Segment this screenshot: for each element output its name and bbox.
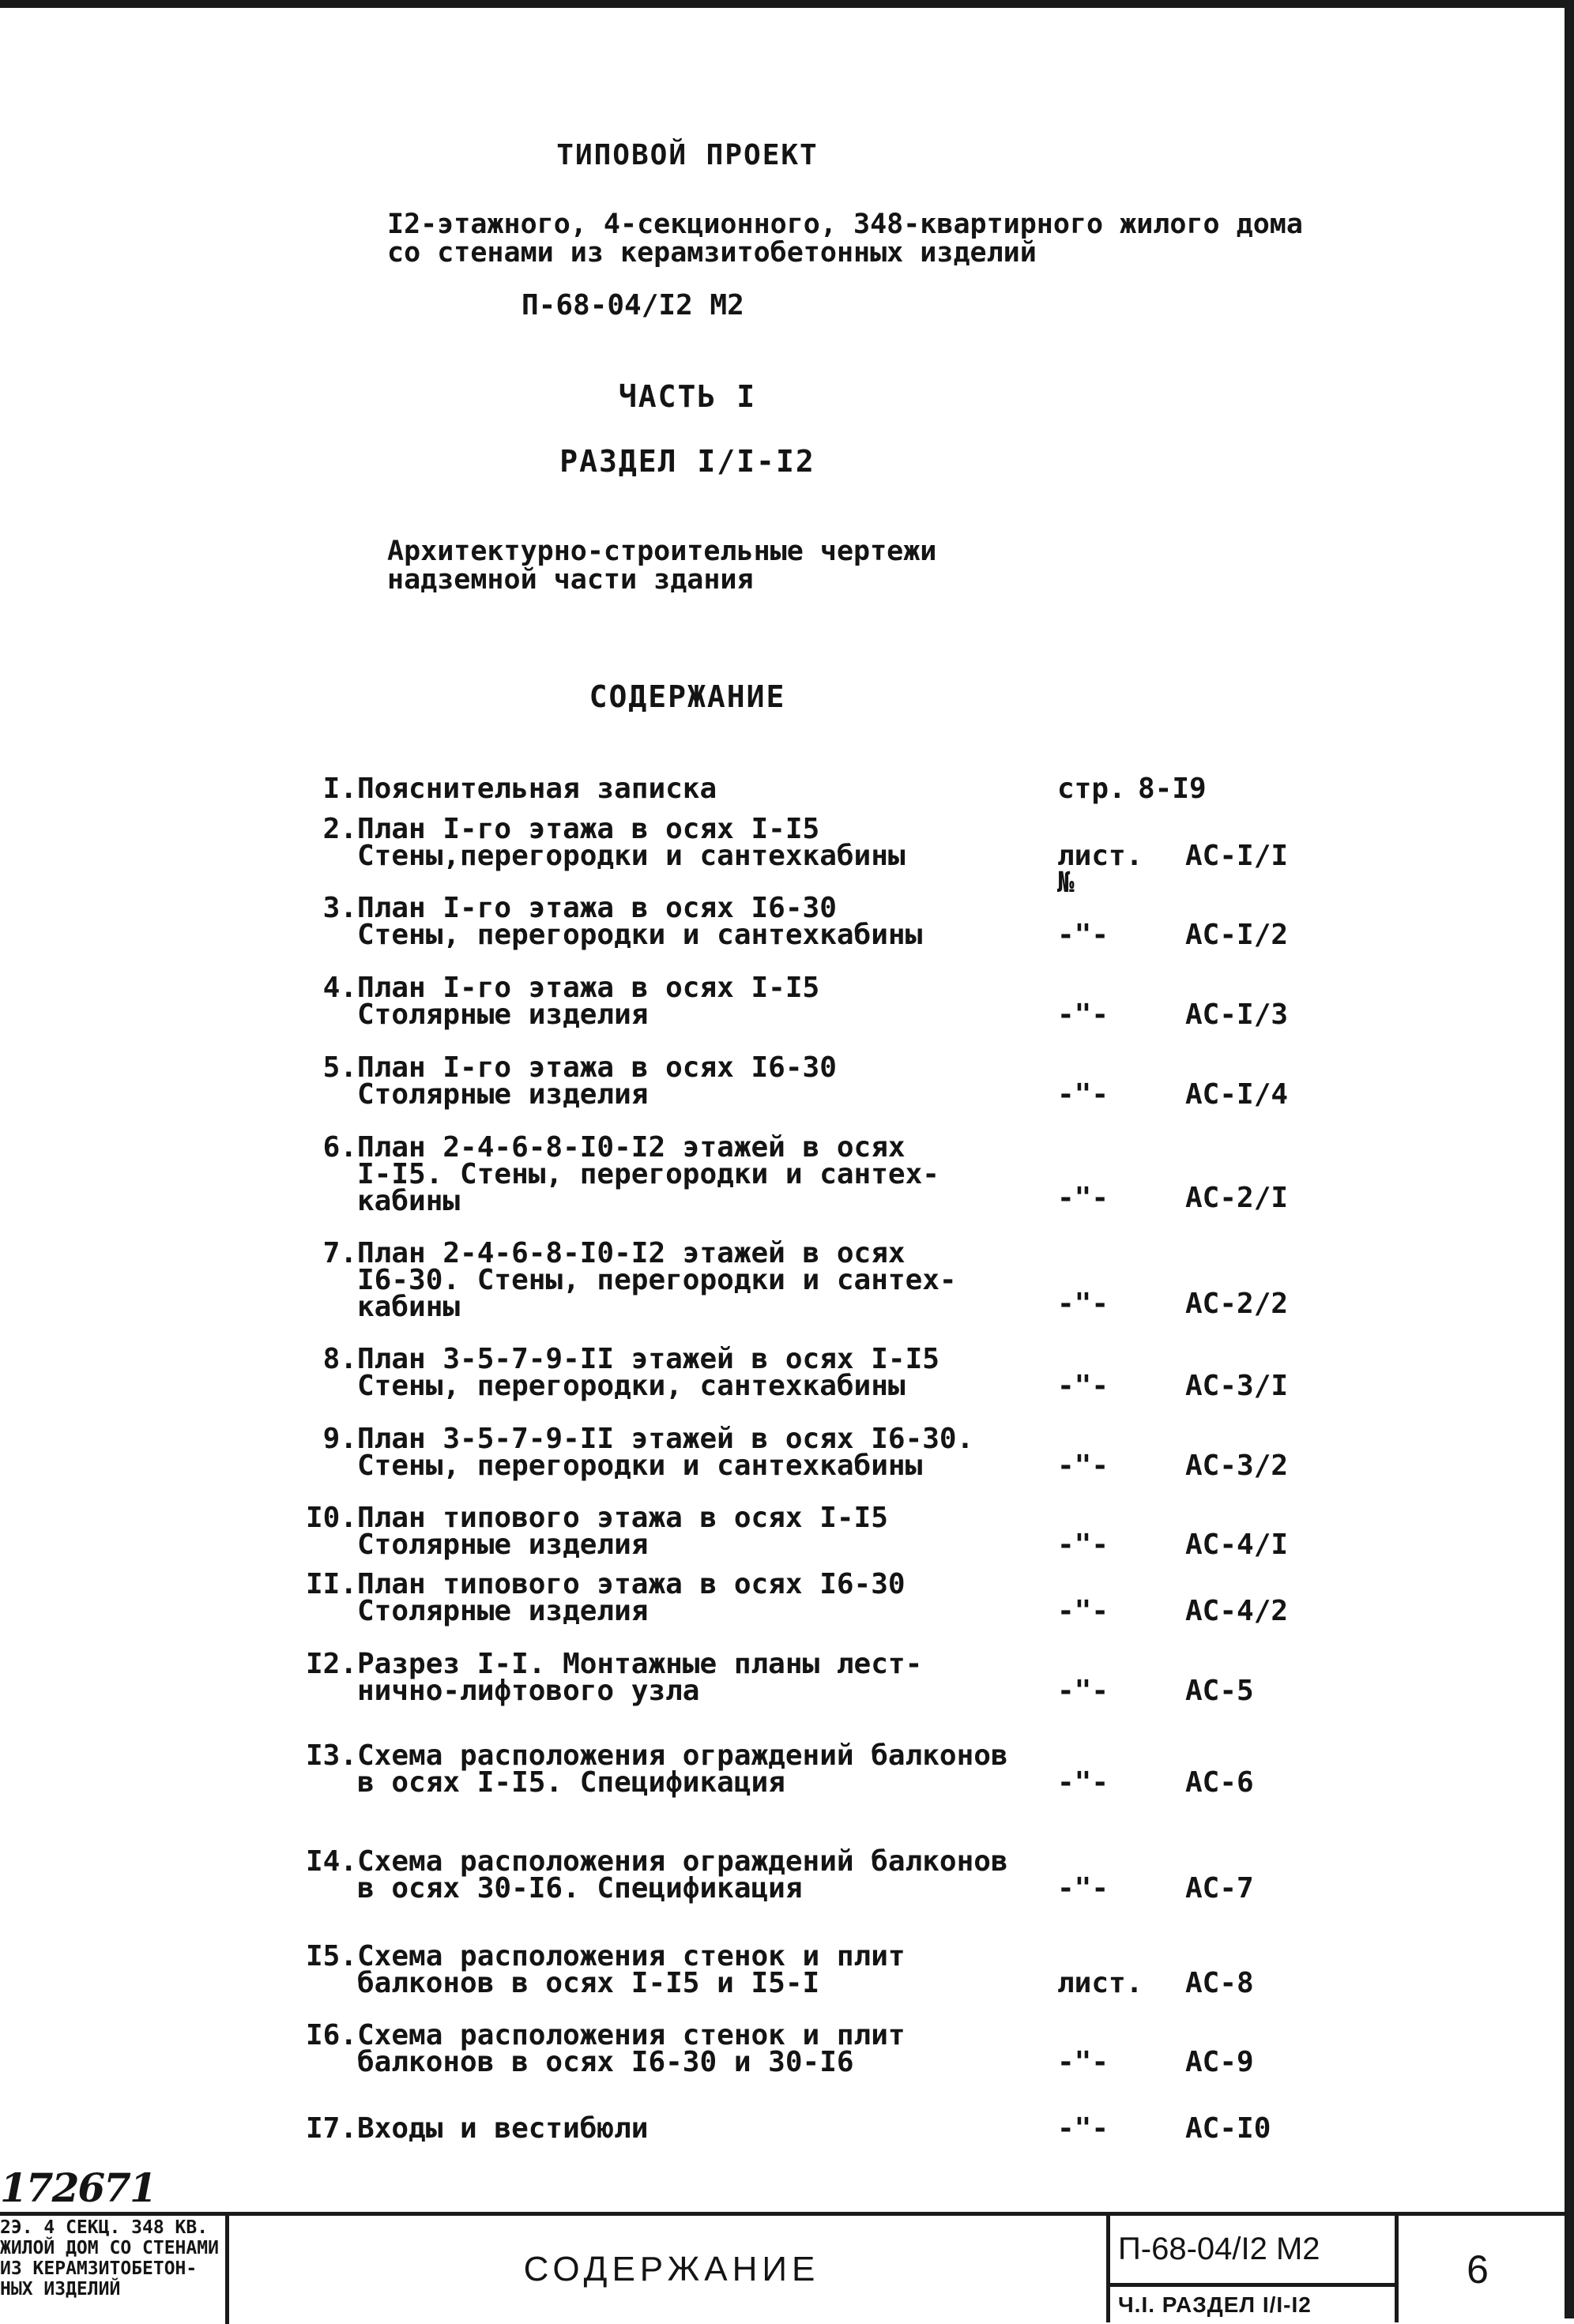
part-heading: ЧАСТЬ I xyxy=(618,379,757,414)
entry-text: План 3-5-7-9-II этажей в осях I-I5 Стены, перегородки, сантехкабины xyxy=(357,1343,940,1402)
section-subject: Архитектурно-строительные чертежи надземной части здания xyxy=(387,536,937,596)
entry-text: Схема расположения стенок и плит балконов в осях I6-30 и 30-I6 xyxy=(357,2019,906,2078)
section-heading: РАЗДЕЛ I/I-I2 xyxy=(559,444,815,479)
entry-text: Входы и вестибюли xyxy=(357,2112,649,2145)
entry-text: План типового этажа в осях I6-30 Столярные изделия xyxy=(357,1568,906,1627)
entry-number: 4. xyxy=(322,972,357,1004)
entry-ref: -"- xyxy=(1057,1450,1109,1482)
entry-text: План I-го этажа в осях I6-30 Столярные изделия xyxy=(357,1051,837,1111)
entry-ref: -"- xyxy=(1057,1872,1109,1905)
entry-number: I. xyxy=(322,773,357,805)
entry-number: II. xyxy=(305,1568,357,1600)
entry-number: 8. xyxy=(322,1343,357,1375)
entry-ref: -"- xyxy=(1057,1595,1109,1627)
entry-sheet: АС-2/I xyxy=(1185,1182,1289,1214)
entry-text: План типового этажа в осях I-I5 Столярные изделия xyxy=(357,1502,888,1561)
entry-number: I7. xyxy=(305,2112,357,2145)
entry-sheet: АС-7 xyxy=(1185,1872,1254,1905)
entry-sheet: АС-I/2 xyxy=(1185,919,1289,951)
entry-text: План 2-4-6-8-I0-I2 этажей в осях I6-30. Стены, перегородки и сантех- кабины xyxy=(357,1237,957,1323)
entry-text: План 2-4-6-8-I0-I2 этажей в осях I-I5. Стены, перегородки и сантех- кабины xyxy=(357,1131,940,1217)
entry-text: План I-го этажа в осях I-I5 Стены,перегородки и сантехкабины xyxy=(357,813,906,872)
title-block-title: СОДЕРЖАНИЕ xyxy=(523,2249,820,2288)
entry-sheet: АС-6 xyxy=(1185,1766,1254,1799)
inventory-stamp: 172671 xyxy=(0,2164,156,2211)
page-number: 6 xyxy=(1467,2247,1489,2292)
entry-text: Схема расположения ограждений балконов в осях 30-I6. Спецификация xyxy=(357,1845,1008,1905)
entry-ref: -"- xyxy=(1057,1078,1109,1111)
entry-sheet: АС-I/4 xyxy=(1185,1078,1289,1111)
title-block-section: Ч.I. РАЗДЕЛ I/I-I2 xyxy=(1106,2287,1399,2322)
entry-number: 6. xyxy=(322,1131,357,1164)
entry-sheet: АС-4/I xyxy=(1185,1529,1289,1561)
project-code: П-68-04/I2 М2 xyxy=(522,289,744,322)
entry-text: План I-го этажа в осях I-I5 Столярные изделия xyxy=(357,972,820,1031)
document-title: ТИПОВОЙ ПРОЕКТ xyxy=(556,139,819,171)
entry-text: Схема расположения ограждений балконов в осях I-I5. Спецификация xyxy=(357,1739,1008,1799)
entry-ref: -"- xyxy=(1057,1529,1109,1561)
entry-ref: -"- xyxy=(1057,2112,1109,2145)
entry-sheet: АС-8 xyxy=(1185,1967,1254,1999)
entry-number: 2. xyxy=(322,813,357,845)
entry-sheet: АС-5 xyxy=(1185,1675,1254,1707)
entry-number: 9. xyxy=(322,1423,357,1455)
entry-ref: -"- xyxy=(1057,1675,1109,1707)
entry-sheet: 8-I9 xyxy=(1138,773,1207,805)
entry-number: 5. xyxy=(322,1051,357,1084)
entry-ref: -"- xyxy=(1057,2046,1109,2078)
entry-number: I6. xyxy=(305,2019,357,2051)
title-block-code: П-68-04/I2 М2 xyxy=(1106,2216,1399,2287)
title-block xyxy=(0,2212,1565,2322)
entry-sheet: АС-9 xyxy=(1185,2046,1254,2078)
entry-sheet: АС-I/3 xyxy=(1185,998,1289,1031)
entry-ref: -"- xyxy=(1057,1182,1109,1214)
entry-ref: -"- xyxy=(1057,919,1109,951)
entry-sheet: АС-2/2 xyxy=(1185,1288,1289,1320)
page-border-top xyxy=(0,0,1574,8)
entry-number: I4. xyxy=(305,1845,357,1878)
entry-text: Пояснительная записка xyxy=(357,773,717,805)
entry-ref: -"- xyxy=(1057,1370,1109,1402)
entry-text: Схема расположения стенок и плит балконов в осях I-I5 и I5-I xyxy=(357,1940,906,1999)
entry-ref: лист. № xyxy=(1057,840,1143,899)
entry-sheet: АС-I/I xyxy=(1185,840,1289,872)
project-description: I2-этажного, 4-секционного, 348-квартирного жилого дома со стенами из керамзитобетонных изделий xyxy=(387,209,1303,269)
entry-sheet: АС-I0 xyxy=(1185,2112,1271,2145)
entry-number: 7. xyxy=(322,1237,357,1269)
entry-ref: стр. xyxy=(1057,773,1126,805)
entry-ref: -"- xyxy=(1057,998,1109,1031)
entry-sheet: АС-3/2 xyxy=(1185,1450,1289,1482)
entry-sheet: АС-3/I xyxy=(1185,1370,1289,1402)
entry-text: Разрез I-I. Монтажные планы лест- нично-лифтового узла xyxy=(357,1648,923,1707)
entry-ref: -"- xyxy=(1057,1766,1109,1799)
entry-text: План I-го этажа в осях I6-30 Стены, перегородки и сантехкабины xyxy=(357,892,923,951)
entry-sheet: АС-4/2 xyxy=(1185,1595,1289,1627)
title-block-project-name: 2Э. 4 СЕКЦ. 348 КВ. ЖИЛОЙ ДОМ СО СТЕНАМИ ИЗ КЕРАМЗИТОБЕТОН- НЫХ ИЗДЕЛИЙ xyxy=(0,2216,229,2324)
contents-heading: СОДЕРЖАНИЕ xyxy=(589,679,786,714)
entry-number: I2. xyxy=(305,1648,357,1680)
entry-ref: лист. xyxy=(1057,1967,1143,1999)
page-border-right xyxy=(1565,0,1574,2318)
entry-number: 3. xyxy=(322,892,357,924)
entry-number: I5. xyxy=(305,1940,357,1972)
entry-number: I3. xyxy=(305,1739,357,1772)
entry-ref: -"- xyxy=(1057,1288,1109,1320)
entry-number: I0. xyxy=(305,1502,357,1534)
entry-text: План 3-5-7-9-II этажей в осях I6-30. Стены, перегородки и сантехкабины xyxy=(357,1423,974,1482)
